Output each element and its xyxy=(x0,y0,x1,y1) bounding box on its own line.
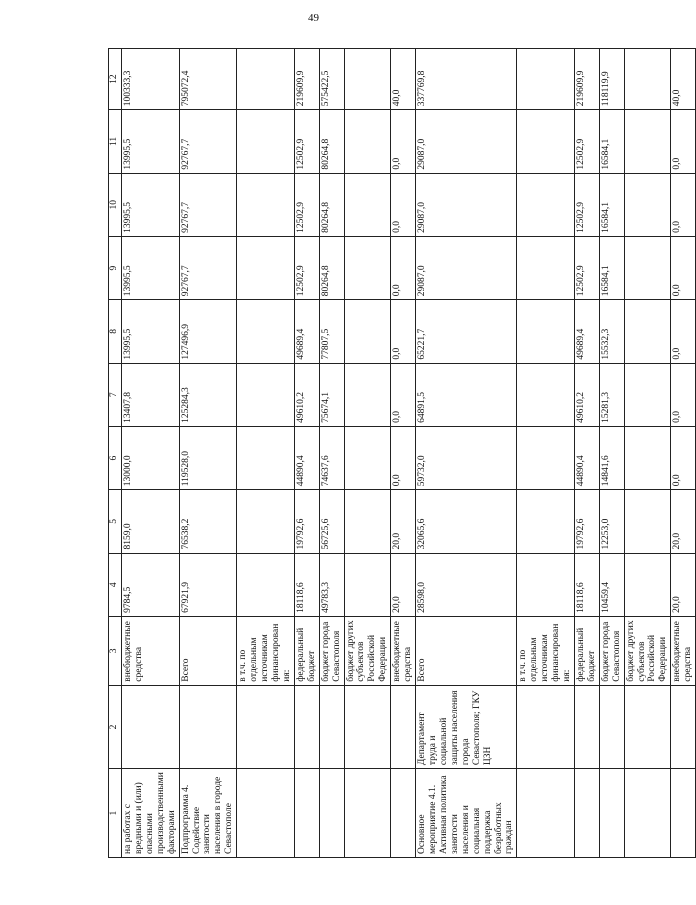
measure-name-cell: на работах с вредными и (или) опасными производственными факторами xyxy=(122,769,180,858)
amount-cell: 74637,6 xyxy=(319,426,344,489)
table-row xyxy=(344,49,391,858)
amount-cell xyxy=(344,553,391,616)
amount-cell xyxy=(624,363,671,426)
responsible-executor-cell xyxy=(599,685,624,768)
table-row xyxy=(416,49,517,858)
amount-cell xyxy=(517,490,575,553)
amount-cell: 29087,0 xyxy=(416,110,517,173)
amount-cell xyxy=(624,173,671,236)
measure-name-cell: Основное мероприятие 4.1. Активная политика занятости населения и социальная поддержка безработных граждан xyxy=(416,769,517,858)
amount-cell: 13995,5 xyxy=(122,300,180,363)
table-row xyxy=(624,49,671,858)
amount-cell xyxy=(344,110,391,173)
table-row xyxy=(671,49,696,858)
table-row xyxy=(122,49,180,858)
amount-cell: 49689,4 xyxy=(574,300,599,363)
amount-cell xyxy=(237,110,295,173)
amount-cell: 0,0 xyxy=(391,363,416,426)
column-number-cell: 3 xyxy=(109,616,122,685)
amount-cell: 19792,6 xyxy=(294,490,319,553)
amount-cell: 0,0 xyxy=(391,173,416,236)
amount-cell: 80264,8 xyxy=(319,173,344,236)
amount-cell: 125284,3 xyxy=(179,363,237,426)
measure-name-cell xyxy=(624,769,671,858)
amount-cell: 337769,8 xyxy=(416,49,517,110)
funding-source-cell: бюджет других субъектов Российской Федерации xyxy=(624,616,671,685)
amount-cell xyxy=(237,553,295,616)
amount-cell xyxy=(344,173,391,236)
responsible-executor-cell xyxy=(517,685,575,768)
amount-cell: 20,0 xyxy=(391,490,416,553)
amount-cell: 0,0 xyxy=(671,110,696,173)
amount-cell: 12502,9 xyxy=(294,173,319,236)
amount-cell: 44890,4 xyxy=(294,426,319,489)
funding-source-cell: бюджет города Севастополя xyxy=(319,616,344,685)
amount-cell xyxy=(624,300,671,363)
amount-cell: 19792,6 xyxy=(574,490,599,553)
amount-cell: 12502,9 xyxy=(574,236,599,299)
column-number-cell: 6 xyxy=(109,426,122,489)
table-row xyxy=(574,49,599,858)
amount-cell: 40,0 xyxy=(671,49,696,110)
amount-cell: 0,0 xyxy=(391,236,416,299)
amount-cell: 92767,7 xyxy=(179,236,237,299)
amount-cell: 0,0 xyxy=(671,300,696,363)
amount-cell: 15281,3 xyxy=(599,363,624,426)
column-number-cell: 1 xyxy=(109,769,122,858)
amount-cell: 8159,0 xyxy=(122,490,180,553)
amount-cell xyxy=(517,300,575,363)
amount-cell xyxy=(624,236,671,299)
amount-cell: 12502,9 xyxy=(574,110,599,173)
amount-cell xyxy=(624,426,671,489)
responsible-executor-cell xyxy=(319,685,344,768)
amount-cell: 0,0 xyxy=(671,363,696,426)
amount-cell xyxy=(344,363,391,426)
amount-cell: 18118,6 xyxy=(574,553,599,616)
responsible-executor-cell xyxy=(624,685,671,768)
amount-cell xyxy=(517,426,575,489)
amount-cell xyxy=(344,49,391,110)
column-number-cell: 9 xyxy=(109,236,122,299)
funding-source-cell: Всего xyxy=(179,616,237,685)
amount-cell: 56725,6 xyxy=(319,490,344,553)
amount-cell xyxy=(517,49,575,110)
amount-cell: 16584,1 xyxy=(599,236,624,299)
amount-cell: 219609,9 xyxy=(574,49,599,110)
measure-name-cell xyxy=(319,769,344,858)
measure-name-cell xyxy=(344,769,391,858)
column-number-cell: 10 xyxy=(109,173,122,236)
amount-cell: 15532,3 xyxy=(599,300,624,363)
table-row xyxy=(391,49,416,858)
amount-cell: 49783,3 xyxy=(319,553,344,616)
responsible-executor-cell xyxy=(671,685,696,768)
column-number-cell: 12 xyxy=(109,49,122,110)
column-number-cell: 8 xyxy=(109,300,122,363)
amount-cell: 14841,6 xyxy=(599,426,624,489)
table-row xyxy=(517,49,575,858)
funding-source-cell: федеральный бюджет xyxy=(574,616,599,685)
responsible-executor-cell xyxy=(237,685,295,768)
amount-cell: 16584,1 xyxy=(599,173,624,236)
amount-cell: 20,0 xyxy=(671,490,696,553)
amount-cell: 80264,8 xyxy=(319,110,344,173)
funding-source-cell: внебюджетные средства xyxy=(122,616,180,685)
amount-cell: 29087,0 xyxy=(416,236,517,299)
amount-cell: 92767,7 xyxy=(179,110,237,173)
amount-cell: 77807,5 xyxy=(319,300,344,363)
funding-source-cell: в т.ч. по отдельным источникам финансирования: xyxy=(517,616,575,685)
amount-cell xyxy=(237,426,295,489)
amount-cell: 0,0 xyxy=(671,426,696,489)
amount-cell: 795072,4 xyxy=(179,49,237,110)
amount-cell: 40,0 xyxy=(391,49,416,110)
responsible-executor-cell xyxy=(179,685,237,768)
amount-cell: 12502,9 xyxy=(294,236,319,299)
amount-cell: 0,0 xyxy=(391,300,416,363)
amount-cell: 75674,1 xyxy=(319,363,344,426)
amount-cell xyxy=(237,490,295,553)
amount-cell: 59732,0 xyxy=(416,426,517,489)
amount-cell: 64891,5 xyxy=(416,363,517,426)
responsible-executor-cell xyxy=(344,685,391,768)
amount-cell xyxy=(517,236,575,299)
column-number-cell: 11 xyxy=(109,110,122,173)
amount-cell: 13407,8 xyxy=(122,363,180,426)
amount-cell: 9784,5 xyxy=(122,553,180,616)
amount-cell: 49610,2 xyxy=(294,363,319,426)
amount-cell xyxy=(344,426,391,489)
amount-cell: 67921,9 xyxy=(179,553,237,616)
responsible-executor-cell xyxy=(294,685,319,768)
amount-cell xyxy=(344,236,391,299)
amount-cell xyxy=(517,110,575,173)
amount-cell: 20,0 xyxy=(671,553,696,616)
page-number: 49 xyxy=(308,12,319,24)
amount-cell: 20,0 xyxy=(391,553,416,616)
table-row xyxy=(179,49,237,858)
column-number-header-row xyxy=(109,49,122,858)
column-number-cell: 5 xyxy=(109,490,122,553)
responsible-executor-cell xyxy=(122,685,180,768)
amount-cell: 12253,0 xyxy=(599,490,624,553)
table-row xyxy=(237,49,295,858)
amount-cell: 49689,4 xyxy=(294,300,319,363)
amount-cell: 13995,5 xyxy=(122,173,180,236)
amount-cell: 219609,9 xyxy=(294,49,319,110)
amount-cell: 118119,9 xyxy=(599,49,624,110)
amount-cell xyxy=(624,49,671,110)
amount-cell xyxy=(237,363,295,426)
amount-cell: 0,0 xyxy=(671,173,696,236)
amount-cell: 44890,4 xyxy=(574,426,599,489)
amount-cell: 100333,3 xyxy=(122,49,180,110)
funding-source-cell: внебюджетные средства xyxy=(391,616,416,685)
table-row xyxy=(599,49,624,858)
amount-cell xyxy=(237,236,295,299)
funding-source-cell: бюджет города Севастополя xyxy=(599,616,624,685)
amount-cell xyxy=(237,173,295,236)
amount-cell xyxy=(344,300,391,363)
measure-name-cell xyxy=(574,769,599,858)
amount-cell: 0,0 xyxy=(391,426,416,489)
column-number-cell: 4 xyxy=(109,553,122,616)
amount-cell: 10459,4 xyxy=(599,553,624,616)
funding-source-cell: в т.ч. по отдельным источникам финансирования: xyxy=(237,616,295,685)
amount-cell: 0,0 xyxy=(671,236,696,299)
funding-source-cell: Всего xyxy=(416,616,517,685)
amount-cell xyxy=(624,110,671,173)
amount-cell: 119528,0 xyxy=(179,426,237,489)
amount-cell: 13000,0 xyxy=(122,426,180,489)
amount-cell: 12502,9 xyxy=(574,173,599,236)
funding-source-cell: внебюджетные средства xyxy=(671,616,696,685)
amount-cell: 76538,2 xyxy=(179,490,237,553)
amount-cell xyxy=(517,363,575,426)
amount-cell xyxy=(624,553,671,616)
amount-cell xyxy=(517,553,575,616)
amount-cell: 16584,1 xyxy=(599,110,624,173)
table-row xyxy=(294,49,319,858)
amount-cell: 127496,9 xyxy=(179,300,237,363)
amount-cell: 92767,7 xyxy=(179,173,237,236)
measure-name-cell xyxy=(237,769,295,858)
funding-source-cell: бюджет других субъектов Российской Федерации xyxy=(344,616,391,685)
amount-cell xyxy=(624,490,671,553)
amount-cell: 18118,6 xyxy=(294,553,319,616)
measure-name-cell xyxy=(391,769,416,858)
amount-cell xyxy=(237,300,295,363)
responsible-executor-cell xyxy=(574,685,599,768)
column-number-cell: 2 xyxy=(109,685,122,768)
amount-cell: 13995,5 xyxy=(122,110,180,173)
amount-cell: 0,0 xyxy=(391,110,416,173)
measure-name-cell xyxy=(671,769,696,858)
amount-cell: 49610,2 xyxy=(574,363,599,426)
amount-cell: 28598,0 xyxy=(416,553,517,616)
responsible-executor-cell xyxy=(391,685,416,768)
amount-cell xyxy=(517,173,575,236)
responsible-executor-cell: Департамент труда и социальной защиты населения города Севастополя; ГКУ ЦЗН xyxy=(416,685,517,768)
amount-cell: 29087,0 xyxy=(416,173,517,236)
table-row xyxy=(319,49,344,858)
measure-name-cell xyxy=(599,769,624,858)
amount-cell: 32065,6 xyxy=(416,490,517,553)
measure-name-cell xyxy=(294,769,319,858)
amount-cell: 65221,7 xyxy=(416,300,517,363)
measure-name-cell: Подпрограмма 4. Содействие занятости населения в городе Севастополе xyxy=(179,769,237,858)
column-number-cell: 7 xyxy=(109,363,122,426)
measure-name-cell xyxy=(517,769,575,858)
budget-table xyxy=(108,48,696,858)
amount-cell: 80264,8 xyxy=(319,236,344,299)
amount-cell: 575422,5 xyxy=(319,49,344,110)
amount-cell: 12502,9 xyxy=(294,110,319,173)
amount-cell xyxy=(344,490,391,553)
amount-cell: 13995,5 xyxy=(122,236,180,299)
funding-source-cell: федеральный бюджет xyxy=(294,616,319,685)
amount-cell xyxy=(237,49,295,110)
